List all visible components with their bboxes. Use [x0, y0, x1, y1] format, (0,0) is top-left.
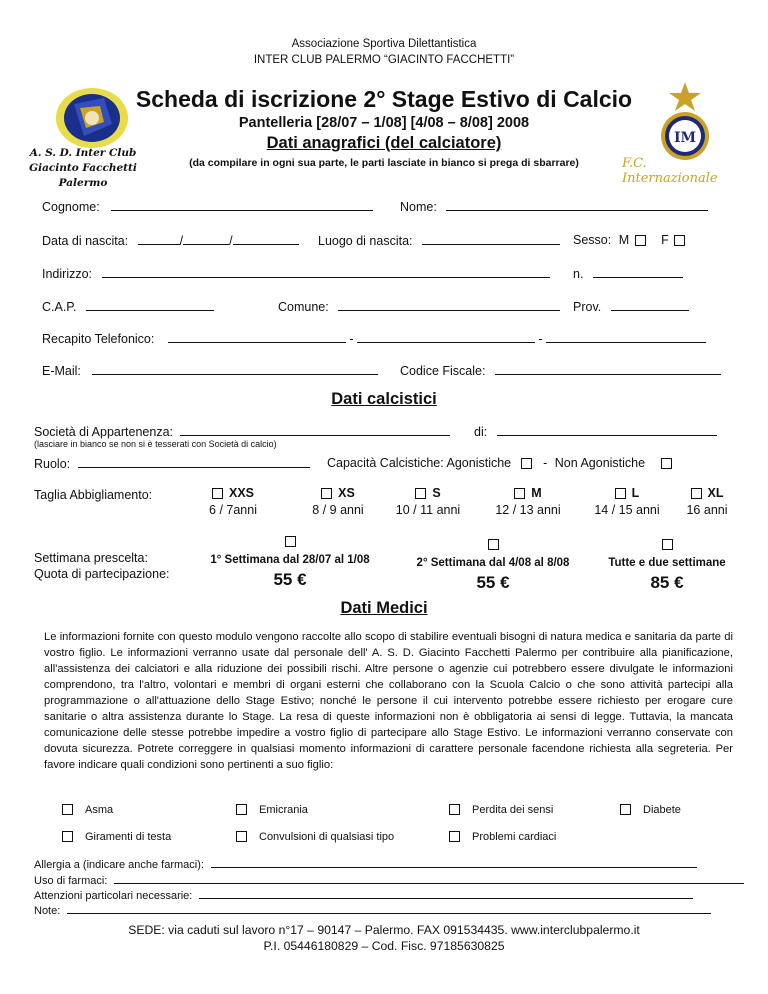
data-nascita-row	[42, 233, 299, 248]
codice-fiscale-field[interactable]	[495, 363, 721, 375]
taglia-age: 10 / 11 anni	[395, 503, 461, 517]
condition-checkbox[interactable]	[236, 804, 247, 815]
note-label: Note:	[34, 905, 61, 917]
telefono-row	[42, 331, 706, 346]
phone-separator: -	[538, 332, 543, 346]
taglia-age: 6 / 7anni	[209, 503, 257, 517]
nome-row	[400, 199, 708, 214]
sesso-f-label: F	[661, 233, 669, 247]
telefono-label: Recapito Telefonico:	[42, 332, 155, 346]
condition-label: Convulsioni di qualsiasi tipo	[259, 831, 395, 843]
condition-emicrania[interactable]	[236, 802, 308, 816]
condition-checkbox[interactable]	[449, 831, 460, 842]
phone-separator: -	[349, 332, 354, 346]
condition-label: Emicrania	[259, 804, 308, 816]
numero-row	[573, 266, 683, 281]
privacy-paragraph: Le informazioni fornite con questo modulo vengono raccolte allo scopo di stabilire eventuali bisogni di natura medica e sanitaria da parte di vostro figlio. Le informazioni verranno usate dal personale dell' A. S. D. Giacinto Facchetti Palermo per contribuire alla pianificazione, all'assistenza dei calciatori e alla riduzione dei possibili rischi. Altre persone o agenzie cui potrebbero essere divulgate le informazioni comprendono, tra l'altro, volontari e membri di organi esterni che collaborano con la Scuola Calcio o che sono attività partecipi alla programmazione o all'attuazione dello Stage Estivo; nonché le persone il cui intervento potrebbe essere richiesto per erogare cure sanitarie o altra assistenza durante lo Stage. La resa di queste informazioni non è obbligatoria ai sensi di legge. Tuttavia, la mancata comunicazione delle stesse potrebbe impedire a vostro figlio di partecipare allo Stage Estivo. Le informazioni verranno conservate con dovuta sicurezza. Potrete correggere in qualsiasi momento informazioni di carattere personale facendone richiesta alla segreteria. Per favore indicare quali condizioni sono pertinenti a suo figlio:	[44, 631, 733, 771]
taglia-age: 8 / 9 anni	[312, 503, 364, 517]
allergia-row	[34, 856, 697, 871]
ruolo-row	[34, 456, 310, 471]
condition-label: Perdita dei sensi	[472, 804, 554, 816]
societa-di-field[interactable]	[497, 424, 717, 436]
section-medici-title: Dati Medici	[340, 599, 428, 617]
societa-note: (lasciare in bianco se non si è tesserati con Società di calcio)	[34, 439, 277, 449]
condition-label: Giramenti di testa	[85, 831, 172, 843]
taglia-option-xl[interactable]	[672, 486, 742, 517]
nome-field[interactable]	[446, 199, 708, 211]
section-calcistici-title: Dati calcistici	[331, 390, 437, 408]
codice-fiscale-row	[400, 363, 721, 378]
instructions-note: (da compilare in ogni sua parte, le parti lasciate in bianco si prega di sbarrare)	[189, 157, 579, 169]
settimana-price: 55 €	[273, 570, 307, 589]
taglia-option-xxs[interactable]	[188, 486, 278, 517]
cognome-field[interactable]	[111, 199, 373, 211]
sesso-f-checkbox[interactable]	[674, 235, 685, 246]
logo-caption-line: A. S. D. Inter Club	[29, 147, 137, 159]
svg-text:IM: IM	[673, 130, 697, 146]
societa-di-row	[474, 424, 717, 439]
condition-checkbox[interactable]	[449, 804, 460, 815]
settimana-checkbox[interactable]	[662, 539, 673, 550]
indirizzo-label: Indirizzo:	[42, 267, 93, 281]
taglia-label: Taglia Abbigliamento:	[34, 488, 153, 502]
condition-perdita-sensi[interactable]	[449, 802, 553, 816]
sesso-label: Sesso:	[573, 233, 612, 247]
page-subtitle: Pantelleria [28/07 – 1/08] [4/08 – 8/08] 2008	[238, 115, 530, 131]
birth-year-field[interactable]	[233, 233, 299, 245]
taglia-checkbox[interactable]	[615, 488, 626, 499]
allergia-field[interactable]	[211, 856, 697, 868]
date-separator: /	[229, 234, 233, 248]
email-label: E-Mail:	[42, 364, 81, 378]
taglia-option-l[interactable]	[582, 486, 672, 517]
condition-checkbox[interactable]	[236, 831, 247, 842]
settimana-option-2[interactable]	[398, 535, 588, 593]
date-separator: /	[179, 234, 184, 248]
condition-label: Asma	[85, 804, 114, 816]
nome-label: Nome:	[400, 200, 437, 214]
agonistiche-checkbox[interactable]	[521, 458, 532, 469]
taglia-checkbox[interactable]	[514, 488, 525, 499]
condition-label: Problemi cardiaci	[472, 831, 557, 843]
settimana-label: Settimana prescelta:	[34, 551, 148, 565]
settimana-label-text: Tutte e due settimane	[608, 557, 726, 569]
taglia-option-m[interactable]	[478, 486, 578, 517]
condition-label: Diabete	[643, 804, 681, 816]
prov-field[interactable]	[611, 299, 689, 311]
email-row	[42, 363, 378, 378]
condition-checkbox[interactable]	[62, 804, 73, 815]
section-anagrafici-title: Dati anagrafici (del calciatore)	[266, 134, 502, 152]
logo-caption-line: Giacinto Facchetti	[29, 162, 137, 174]
taglia-size: L	[631, 486, 640, 500]
telefono-field-3[interactable]	[546, 331, 706, 343]
luogo-nascita-field[interactable]	[422, 233, 560, 245]
taglia-age: 16 anni	[686, 503, 728, 517]
numero-label: n.	[573, 267, 584, 281]
birth-day-field[interactable]	[138, 233, 180, 245]
settimana-price: 55 €	[476, 573, 510, 592]
condition-checkbox[interactable]	[62, 831, 73, 842]
settimana-checkbox[interactable]	[488, 539, 499, 550]
condition-asma[interactable]	[62, 802, 113, 816]
birth-month-field[interactable]	[183, 233, 229, 245]
attenzioni-field[interactable]	[199, 887, 693, 899]
note-field[interactable]	[67, 902, 711, 914]
farmaci-row	[34, 872, 744, 887]
sesso-m-checkbox[interactable]	[635, 235, 646, 246]
luogo-nascita-row	[318, 233, 560, 248]
prov-label: Prov.	[573, 300, 602, 314]
codice-fiscale-label: Codice Fiscale:	[400, 364, 486, 378]
telefono-field-2[interactable]	[357, 331, 535, 343]
condition-giramenti[interactable]	[62, 829, 171, 843]
prov-row	[573, 299, 689, 314]
taglia-checkbox[interactable]	[212, 488, 223, 499]
settimana-price: 85 €	[650, 573, 684, 592]
farmaci-field[interactable]	[114, 872, 744, 884]
cap-label: C.A.P.	[42, 300, 77, 314]
taglia-size: XL	[707, 486, 724, 500]
attenzioni-row	[34, 887, 693, 902]
ruolo-label: Ruolo:	[34, 457, 71, 471]
page-title: Scheda di iscrizione 2° Stage Estivo di Calcio	[135, 86, 633, 112]
settimana-label-text: 1° Settimana dal 28/07 al 1/08	[210, 554, 370, 566]
settimana-label-text: 2° Settimana dal 4/08 al 8/08	[416, 557, 570, 569]
note-row	[34, 902, 711, 917]
taglia-checkbox[interactable]	[415, 488, 426, 499]
indirizzo-row	[42, 266, 550, 281]
taglia-checkbox[interactable]	[691, 488, 702, 499]
cap-row	[42, 299, 214, 314]
footer-tax-ids: P.I. 05446180829 – Cod. Fisc. 97185630825	[263, 939, 505, 953]
email-field[interactable]	[92, 363, 378, 375]
taglia-age: 14 / 15 anni	[594, 503, 660, 517]
non-agonistiche-checkbox[interactable]	[661, 458, 672, 469]
taglia-size: M	[531, 486, 542, 500]
footer-address: SEDE: via caduti sul lavoro n°17 – 90147 – Palermo. FAX 091534435. www.interclubpalermo.it	[128, 923, 640, 937]
condition-checkbox[interactable]	[620, 804, 631, 815]
taglia-size: S	[432, 486, 441, 500]
capacita-row	[327, 456, 672, 470]
cognome-row	[42, 199, 373, 214]
attenzioni-label: Attenzioni particolari necessarie:	[34, 890, 193, 902]
logo-caption-line: Palermo	[58, 177, 108, 189]
taglia-option-xs[interactable]	[293, 486, 383, 517]
societa-di-label: di:	[474, 425, 488, 439]
comune-row	[278, 299, 560, 314]
data-nascita-label: Data di nascita:	[42, 234, 129, 248]
association-name: Associazione Sportiva Dilettantistica	[291, 38, 477, 50]
comune-field[interactable]	[338, 299, 560, 311]
farmaci-label: Uso di farmaci:	[34, 875, 108, 887]
societa-label: Società di Appartenenza:	[34, 425, 173, 439]
inter-logo-caption: F.C. Internazionale	[622, 156, 718, 186]
cap-field[interactable]	[86, 299, 214, 311]
taglia-option-s[interactable]	[383, 486, 473, 517]
capacita-separator: -	[543, 456, 548, 470]
ruolo-field[interactable]	[78, 456, 310, 468]
taglia-checkbox[interactable]	[321, 488, 332, 499]
quota-label: Quota di partecipazione:	[34, 567, 170, 581]
club-name: INTER CLUB PALERMO “GIACINTO FACCHETTI”	[253, 54, 515, 66]
numero-field[interactable]	[593, 266, 683, 278]
capacita-label: Capacità Calcistiche: Agonistiche	[327, 456, 512, 470]
settimana-option-1[interactable]	[195, 532, 385, 590]
societa-row	[34, 424, 450, 439]
taglia-age: 12 / 13 anni	[495, 503, 561, 517]
taglia-size: XXS	[228, 486, 254, 500]
settimana-checkbox[interactable]	[285, 536, 296, 547]
luogo-nascita-label: Luogo di nascita:	[318, 234, 413, 248]
telefono-field-1[interactable]	[168, 331, 346, 343]
comune-label: Comune:	[278, 300, 329, 314]
settimana-option-both[interactable]	[592, 535, 742, 593]
indirizzo-field[interactable]	[102, 266, 550, 278]
non-agonistiche-label: Non Agonistiche	[554, 456, 646, 470]
condition-cardiaci[interactable]	[449, 829, 556, 843]
cognome-label: Cognome:	[42, 200, 100, 214]
allergia-label: Allergia a (indicare anche farmaci):	[34, 859, 204, 871]
condition-convulsioni[interactable]	[236, 829, 394, 843]
sesso-row	[573, 233, 685, 247]
condition-diabete[interactable]	[620, 802, 681, 816]
taglia-size: XS	[338, 486, 355, 500]
societa-field[interactable]	[180, 424, 450, 436]
sesso-m-label: M	[618, 233, 630, 247]
